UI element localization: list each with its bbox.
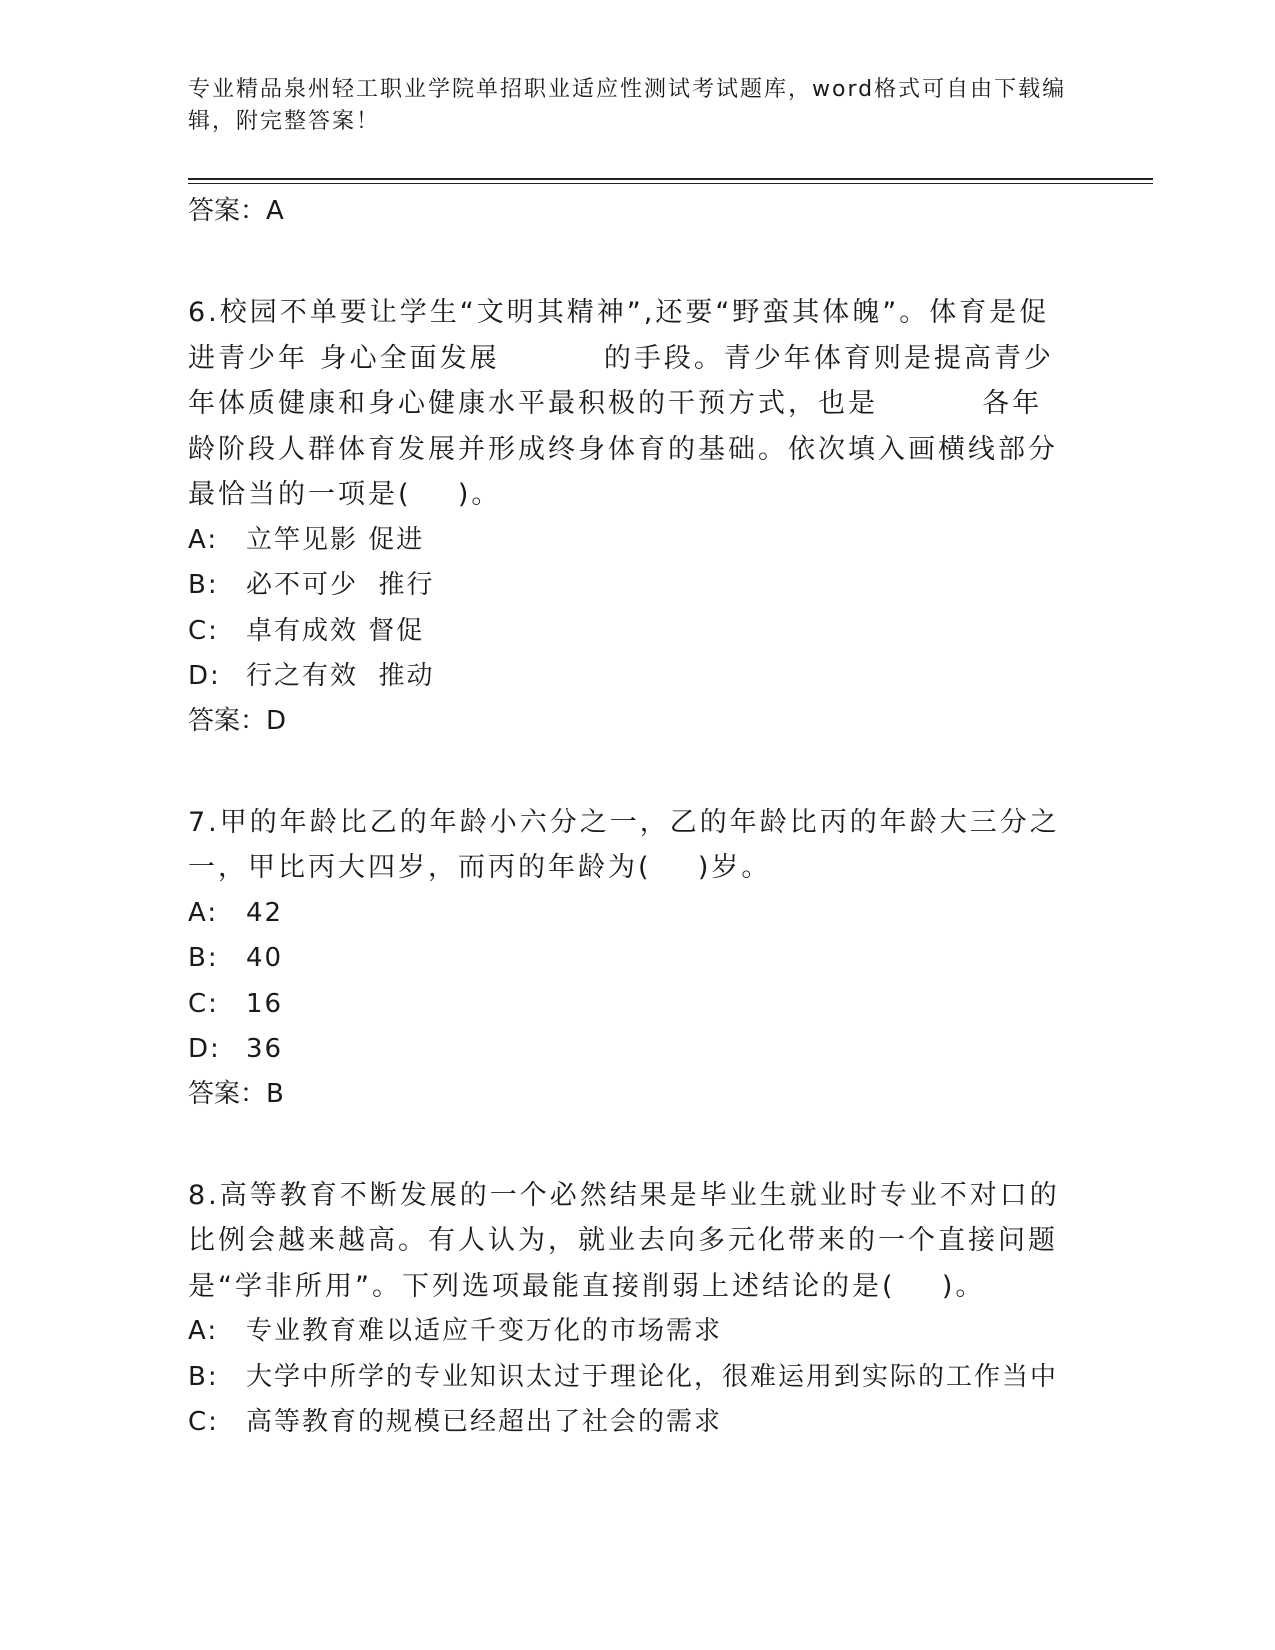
question-text bbox=[188, 800, 1068, 891]
question-body: 甲的年龄比乙的年龄小六分之一，乙的年龄比丙的年龄大三分之一，甲比丙大四岁，而丙的年龄为( )岁。 bbox=[188, 806, 1060, 883]
question-block bbox=[188, 800, 1068, 1115]
option-a bbox=[188, 891, 1068, 937]
option-letter: C: bbox=[188, 1407, 219, 1437]
answer-line: 答案：A bbox=[188, 196, 284, 226]
option-letter: B: bbox=[188, 1361, 219, 1392]
option-letter: A: bbox=[188, 524, 219, 555]
option-d bbox=[188, 654, 1068, 700]
option-text: 行之有效 推动 bbox=[246, 661, 435, 691]
option-text: 40 bbox=[246, 943, 284, 973]
question-number: 8. bbox=[188, 1179, 220, 1211]
document-content bbox=[188, 190, 1068, 1446]
question-body: 校园不单要让学生“文明其精神”,还要“野蛮其体魄”。体育是促进青少年 身心全面发展 的手段。青少年体育则是提高青少年体质健康和身心健康水平最积极的干预方式，也是 各年龄阶段人群体育发展并形成终身体育的基础。依次填入画横线部分最恰当的一项是( )。 bbox=[188, 297, 1058, 510]
option-a bbox=[188, 1309, 1068, 1355]
answer-line: 答案：D bbox=[188, 705, 287, 736]
option-c bbox=[188, 982, 1068, 1028]
option-text: 大学中所学的专业知识太过于理论化，很难运用到实际的工作当中 bbox=[246, 1361, 1059, 1392]
answer-line: 答案：B bbox=[188, 1078, 284, 1109]
option-text: 必不可少 推行 bbox=[246, 570, 435, 600]
spacer bbox=[188, 232, 1068, 290]
option-letter: C: bbox=[188, 988, 219, 1019]
question-block bbox=[188, 1173, 1068, 1446]
header-divider bbox=[188, 178, 1153, 180]
option-c bbox=[188, 1400, 1068, 1446]
question-block bbox=[188, 290, 1068, 742]
option-letter: D: bbox=[188, 661, 221, 691]
option-text: 卓有成效 督促 bbox=[246, 615, 425, 646]
spacer bbox=[188, 742, 1068, 800]
option-text: 36 bbox=[246, 1034, 284, 1064]
option-b bbox=[188, 936, 1068, 982]
option-d bbox=[188, 1027, 1068, 1073]
option-letter: A: bbox=[188, 1316, 219, 1346]
option-text: 16 bbox=[246, 988, 284, 1019]
option-c bbox=[188, 609, 1068, 655]
option-letter: B: bbox=[188, 570, 219, 600]
option-letter: A: bbox=[188, 897, 219, 928]
spacer bbox=[188, 1115, 1068, 1173]
option-letter: B: bbox=[188, 943, 219, 973]
question-number: 6. bbox=[188, 297, 220, 328]
option-text: 42 bbox=[246, 897, 284, 928]
option-text: 立竿见影 促进 bbox=[246, 524, 425, 555]
option-b bbox=[188, 1355, 1068, 1401]
option-letter: D: bbox=[188, 1034, 221, 1064]
question-text bbox=[188, 290, 1068, 518]
question-body: 高等教育不断发展的一个必然结果是毕业生就业时专业不对口的比例会越来越高。有人认为，就业去向多元化带来的一个直接问题是“学非所用”。下列选项最能直接削弱上述结论的是( )。 bbox=[188, 1179, 1060, 1302]
option-letter: C: bbox=[188, 615, 219, 646]
header-divider-thin bbox=[188, 183, 1153, 184]
option-text: 专业教育难以适应千变万化的市场需求 bbox=[246, 1316, 723, 1346]
option-a bbox=[188, 518, 1068, 564]
question-number: 7. bbox=[188, 806, 220, 838]
page-header-text: 专业精品泉州轻工职业学院单招职业适应性测试考试题库，word格式可自由下载编辑，附完整答案！ bbox=[188, 77, 1067, 134]
option-text: 高等教育的规模已经超出了社会的需求 bbox=[246, 1407, 723, 1437]
question-text bbox=[188, 1173, 1068, 1310]
option-b bbox=[188, 563, 1068, 609]
